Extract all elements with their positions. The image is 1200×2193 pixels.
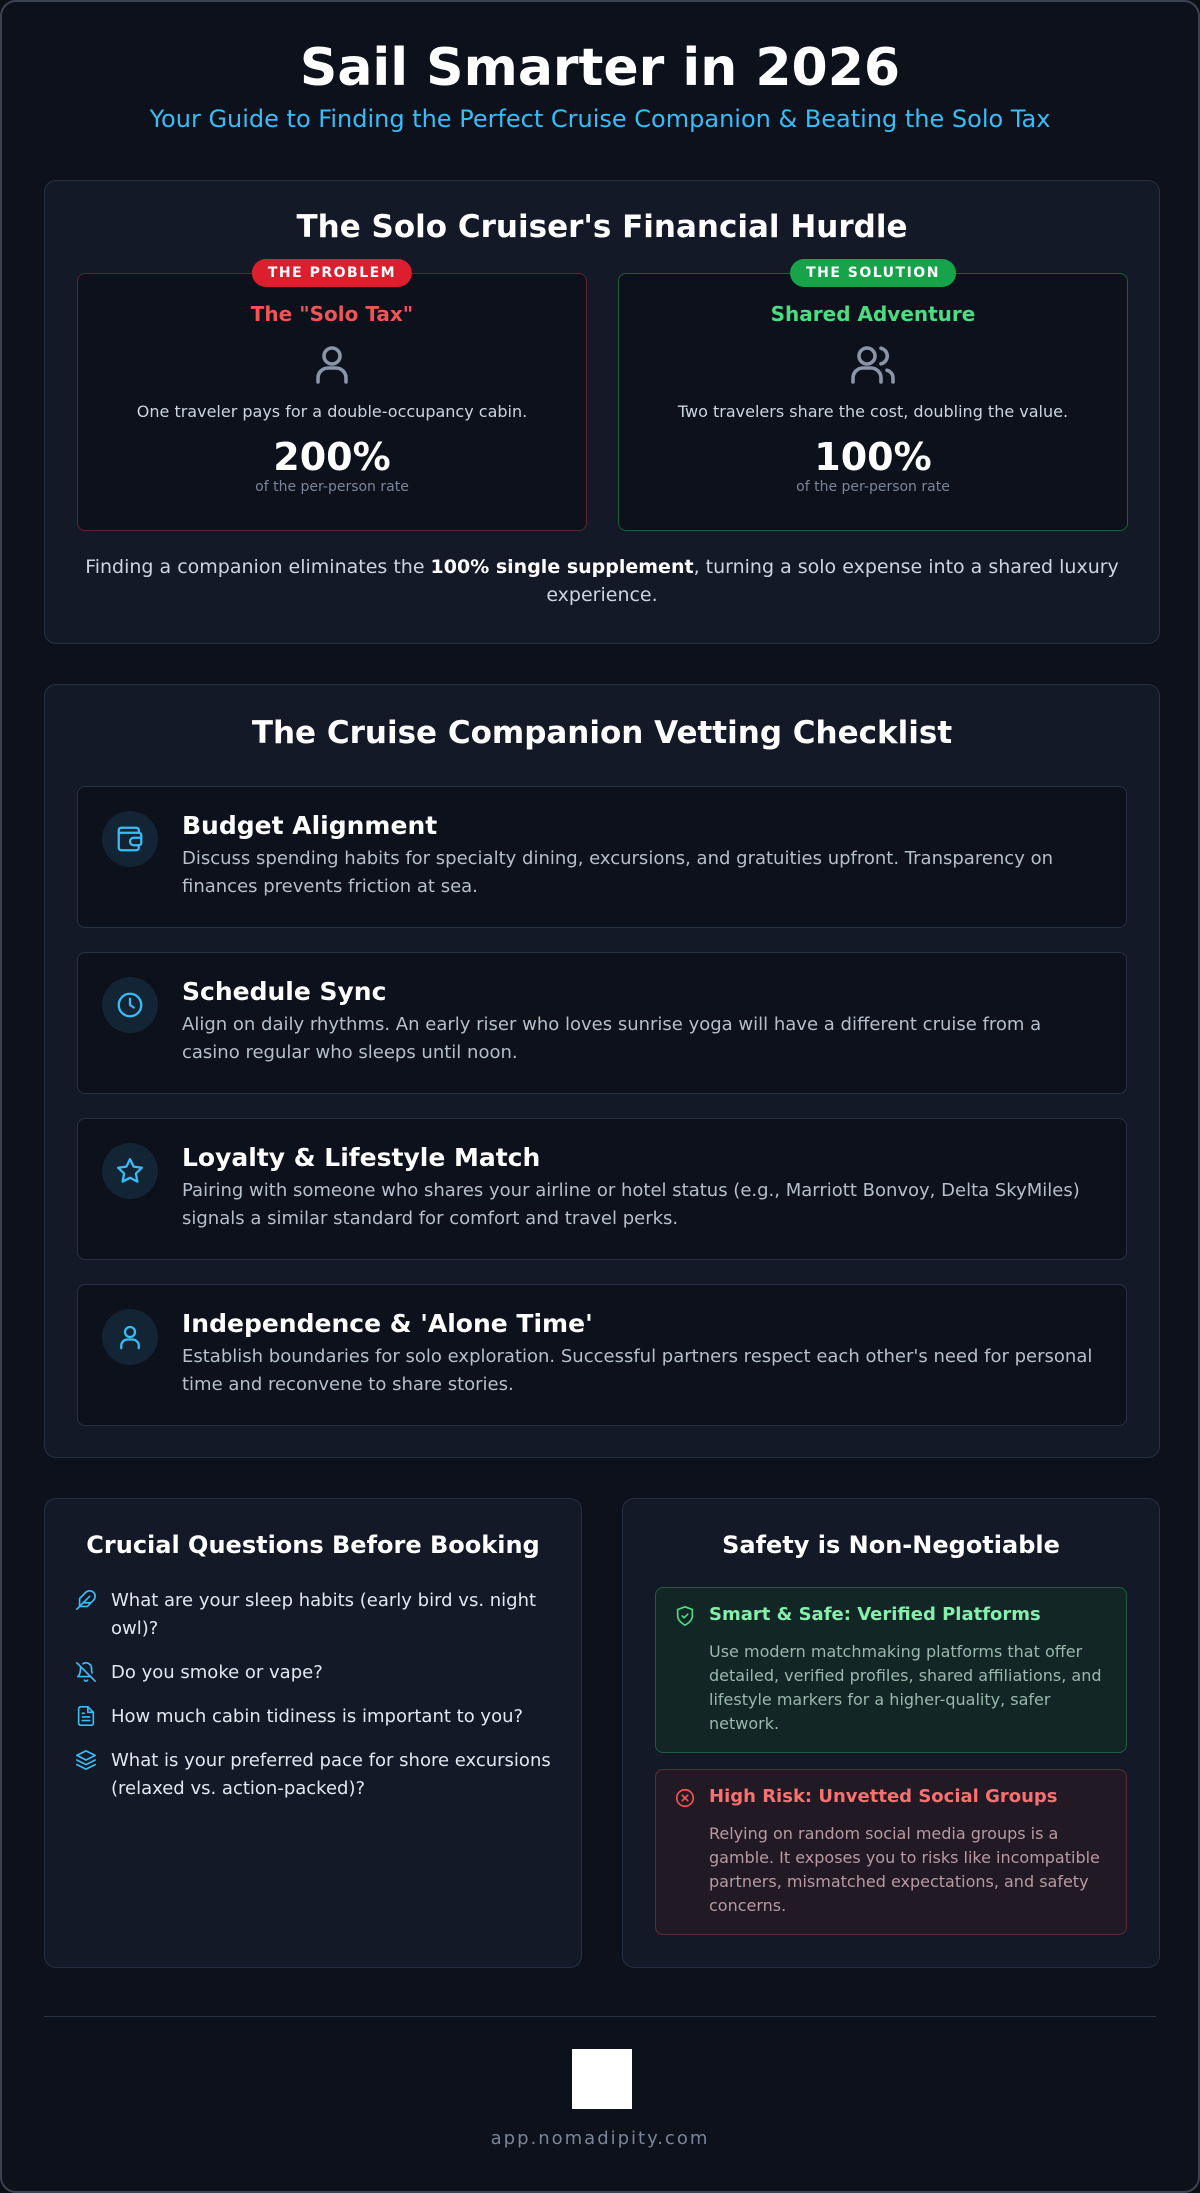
safe-platforms-description: Use modern matchmaking platforms that offer detailed, verified profiles, shared affiliations, and lifestyle markers for a higher-quality, safer network.: [709, 1642, 1102, 1733]
question-item: [75, 1587, 551, 1643]
checklist-item-description: Discuss spending habits for specialty dining, excursions, and gratuities upfront. Transparency on finances prevents friction at sea.: [182, 848, 1053, 897]
x-circle-icon: [674, 1787, 696, 1813]
summary-highlight: 100% single supplement: [430, 556, 694, 578]
problem-title: The "Solo Tax": [250, 302, 414, 326]
problem-box: [77, 265, 587, 531]
feather-icon: [75, 1587, 111, 1643]
hurdle-title: The Solo Cruiser's Financial Hurdle: [296, 209, 908, 245]
header: [2, 34, 1198, 134]
problem-value: 200%: [273, 435, 391, 479]
star-icon: [102, 1143, 158, 1199]
safe-platforms-box: [655, 1587, 1127, 1753]
safety-title: Safety is Non-Negotiable: [722, 1531, 1060, 1559]
high-risk-title: High Risk: Unvetted Social Groups: [709, 1786, 1058, 1807]
financial-hurdle-card: [44, 180, 1160, 644]
page-title: Sail Smarter in 2026: [299, 38, 901, 98]
checklist-item-title: Schedule Sync: [182, 977, 387, 1006]
footer-divider: [44, 2016, 1156, 2017]
safe-platforms-title: Smart & Safe: Verified Platforms: [709, 1604, 1041, 1625]
checklist-item-title: Loyalty & Lifestyle Match: [182, 1143, 541, 1172]
safety-card: [622, 1498, 1160, 1968]
checklist-item-description: Pairing with someone who shares your airline or hotel status (e.g., Marriott Bonvoy, Delta SkyMiles) signals a similar standard for comfort and travel perks.: [182, 1180, 1080, 1229]
shield-check-icon: [674, 1605, 696, 1631]
solution-badge: THE SOLUTION: [790, 259, 956, 287]
footer-url[interactable]: app.nomadipity.com: [490, 2128, 710, 2149]
checklist-item: [77, 786, 1127, 928]
summary-text-end: , turning a solo expense into a shared luxury experience.: [546, 556, 1119, 606]
question-text: Do you smoke or vape?: [111, 1662, 323, 1683]
checklist-item: [77, 1118, 1127, 1260]
solution-value: 100%: [814, 435, 932, 479]
checklist-item-title: Budget Alignment: [182, 811, 438, 840]
checklist-title: The Cruise Companion Vetting Checklist: [251, 715, 953, 751]
question-item: [75, 1659, 551, 1687]
hurdle-summary: [85, 553, 1119, 609]
questions-title: Crucial Questions Before Booking: [86, 1531, 540, 1559]
clock-icon: [102, 977, 158, 1033]
questions-card: [44, 1498, 582, 1968]
users-icon: [619, 340, 1127, 388]
checklist-item-description: Establish boundaries for solo exploration. Successful partners respect each other's need for personal time and reconvene to share stories.: [182, 1346, 1093, 1395]
question-text: How much cabin tidiness is important to you?: [111, 1706, 524, 1727]
problem-badge: THE PROBLEM: [252, 259, 412, 287]
solution-title: Shared Adventure: [770, 302, 976, 326]
solution-box: [618, 265, 1128, 531]
problem-description: One traveler pays for a double-occupancy cabin.: [136, 402, 528, 421]
solution-caption: of the per-person rate: [796, 479, 950, 495]
question-item: [75, 1747, 551, 1803]
question-text: What are your sleep habits (early bird vs. night owl)?: [111, 1590, 537, 1639]
checklist-item: [77, 1284, 1127, 1426]
question-text: What is your preferred pace for shore excursions (relaxed vs. action-packed)?: [111, 1750, 551, 1799]
question-item: [75, 1703, 551, 1731]
high-risk-box: [655, 1769, 1127, 1935]
user-icon: [78, 340, 586, 388]
bell-off-icon: [75, 1659, 111, 1687]
user-icon: [102, 1309, 158, 1365]
file-text-icon: [75, 1703, 111, 1731]
high-risk-description: Relying on random social media groups is a gamble. It exposes you to risks like incompatible partners, mismatched expectations, and safety concerns.: [709, 1824, 1100, 1915]
solution-description: Two travelers share the cost, doubling the value.: [677, 402, 1069, 421]
problem-caption: of the per-person rate: [255, 479, 409, 495]
checklist-item: [77, 952, 1127, 1094]
checklist-item-description: Align on daily rhythms. An early riser who loves sunrise yoga will have a different cruise from a casino regular who sleeps until noon.: [182, 1014, 1042, 1063]
page-subtitle: Your Guide to Finding the Perfect Cruise Companion & Beating the Solo Tax: [149, 105, 1051, 133]
vetting-checklist-card: [44, 684, 1160, 1458]
layers-icon: [75, 1747, 111, 1803]
qr-code[interactable]: [572, 2049, 632, 2109]
checklist-item-title: Independence & 'Alone Time': [182, 1309, 593, 1338]
summary-text-start: Finding a companion eliminates the: [85, 556, 431, 578]
wallet-icon: [102, 811, 158, 867]
